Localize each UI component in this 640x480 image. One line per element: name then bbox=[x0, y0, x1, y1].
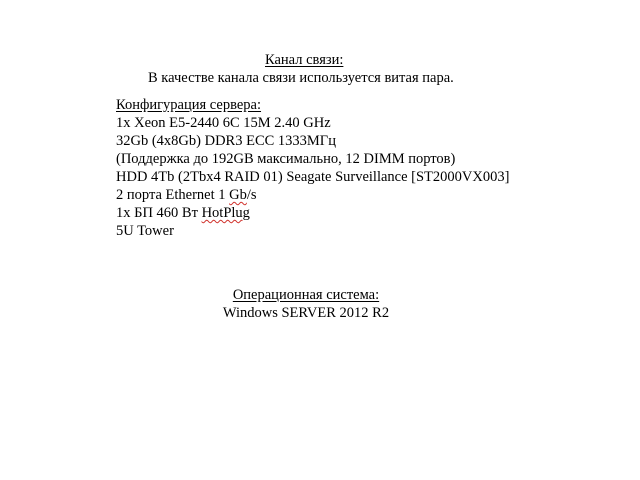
spec-text: 2 порта Ethernet 1 bbox=[116, 187, 230, 203]
os-text-row bbox=[0, 304, 612, 322]
server-config-line bbox=[116, 132, 336, 150]
server-config-line bbox=[116, 186, 257, 204]
spec-text: (Поддержка до 192GB максимально, 12 DIMM портов) bbox=[116, 151, 456, 167]
os-text: Windows SERVER 2012 R2 bbox=[222, 305, 390, 321]
spec-text: 32Gb (4x8Gb) DDR3 ECC 1333МГц bbox=[116, 133, 336, 149]
server-config-line bbox=[116, 168, 509, 186]
spec-text: /s bbox=[246, 187, 257, 203]
server-config-line bbox=[116, 222, 174, 240]
os-heading: Операционная система: bbox=[232, 287, 380, 303]
os-heading-row bbox=[0, 286, 612, 304]
spec-text: 1x Xeon E5-2440 6C 15M 2.40 GHz bbox=[116, 115, 331, 131]
server-config-line bbox=[116, 204, 250, 222]
channel-text: В качестве канала связи используется витая пара. bbox=[148, 70, 454, 86]
channel-heading: Канал связи: bbox=[265, 52, 344, 68]
spec-text: HDD 4Tb (2Tbx4 RAID 01) Seagate Surveillance [ST2000VX003] bbox=[116, 169, 510, 185]
spec-text: 1x БП 460 Вт bbox=[116, 205, 202, 221]
spellcheck-flagged-word[interactable]: Gb bbox=[229, 187, 247, 203]
spellcheck-flagged-word[interactable]: HotPlug bbox=[201, 205, 250, 221]
server-config-heading: Конфигурация сервера: bbox=[116, 97, 262, 113]
server-config-line bbox=[116, 114, 331, 132]
server-config-line bbox=[116, 150, 455, 168]
spec-text: 5U Tower bbox=[116, 223, 174, 239]
